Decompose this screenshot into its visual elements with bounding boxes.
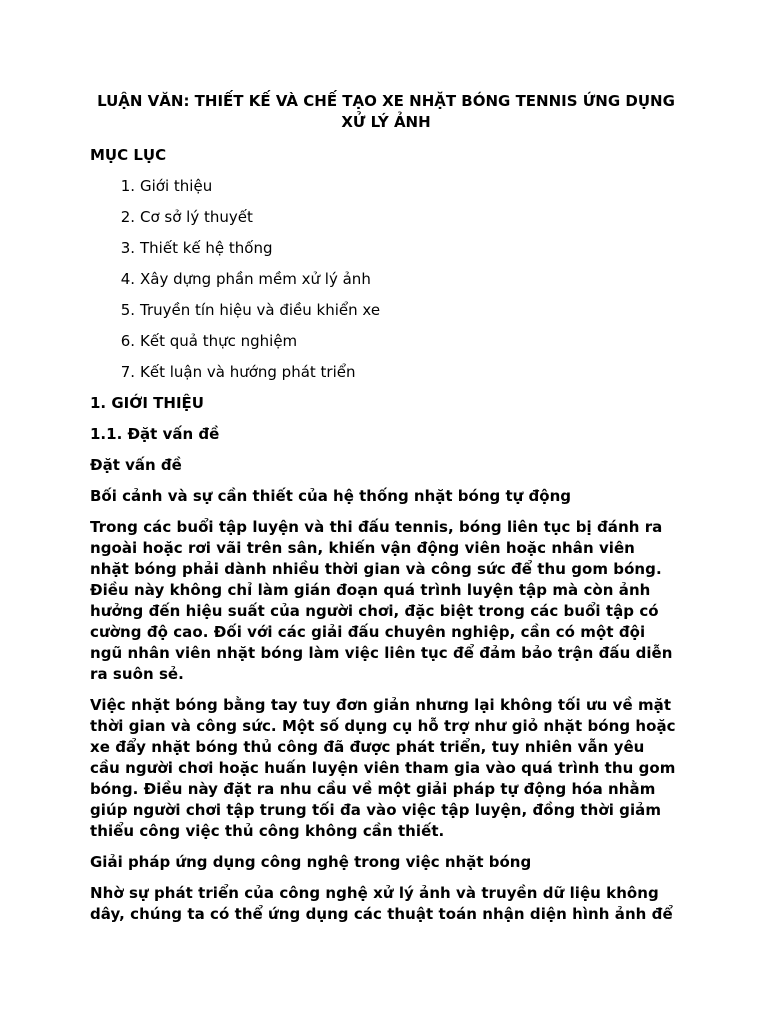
paragraph-line: ngũ nhân viên nhặt bóng làm việc liên tục để đảm bảo trận đấu diễn <box>90 644 673 662</box>
toc-item <box>90 300 682 321</box>
paragraph-line: hưởng đến hiệu suất của người chơi, đặc biệt trong các buổi tập có <box>90 602 659 620</box>
paragraph-line: thời gian và công sức. Một số dụng cụ hỗ trợ như giỏ nhặt bóng hoặc <box>90 717 676 735</box>
paragraph <box>90 695 682 842</box>
paragraph-line: Nhờ sự phát triển của công nghệ xử lý ảnh và truyền dữ liệu không <box>90 884 659 902</box>
paragraph-line: xe đẩy nhặt bóng thủ công đã được phát triển, tuy nhiên vẫn yêu <box>90 738 645 756</box>
toc-item-number: 2. <box>120 208 135 226</box>
toc-item-label: Truyền tín hiệu và điều khiển xe <box>140 301 381 319</box>
paragraph-line: ngoài hoặc rơi vãi trên sân, khiến vận động viên hoặc nhân viên <box>90 539 635 557</box>
toc-heading: MỤC LỤC <box>90 146 167 164</box>
toc-item-label: Cơ sở lý thuyết <box>140 208 253 226</box>
paragraph-line: Trong các buổi tập luyện và thi đấu tennis, bóng liên tục bị đánh ra <box>90 518 663 536</box>
toc-item-number: 7. <box>120 363 135 381</box>
toc-item-label: Thiết kế hệ thống <box>140 239 273 257</box>
toc-item <box>90 207 682 228</box>
document-body <box>90 91 682 935</box>
paragraph-line: nhặt bóng phải dành nhiều thời gian và công sức để thu gom bóng. <box>90 560 662 578</box>
paragraph-line: cầu người chơi hoặc huấn luyện viên tham gia vào quá trình thu gom <box>90 759 676 777</box>
title-line: XỬ LÝ ẢNH <box>341 113 431 131</box>
toc-item-label: Giới thiệu <box>140 177 213 195</box>
paragraph-line: giúp người chơi tập trung tối đa vào việc tập luyện, đồng thời giảm <box>90 801 662 819</box>
toc-item-label: Kết quả thực nghiệm <box>140 332 298 350</box>
subheading: Đặt vấn đề <box>90 456 182 474</box>
toc-item <box>90 176 682 197</box>
title-line: LUẬN VĂN: THIẾT KẾ VÀ CHẾ TẠO XE NHẶT BÓNG TENNIS ỨNG DỤNG <box>97 92 675 110</box>
paragraph <box>90 517 682 685</box>
toc-item-number: 5. <box>120 301 135 319</box>
toc-item <box>90 269 682 290</box>
table-of-contents <box>90 176 682 383</box>
section-heading: 1. GIỚI THIỆU <box>90 394 204 412</box>
paragraph-line: bóng. Điều này đặt ra nhu cầu về một giải pháp tự động hóa nhằm <box>90 780 656 798</box>
toc-item <box>90 331 682 352</box>
toc-item-number: 1. <box>120 177 135 195</box>
paragraph-line: Điều này không chỉ làm gián đoạn quá trình luyện tập mà còn ảnh <box>90 581 651 599</box>
paragraph-line: dây, chúng ta có thể ứng dụng các thuật toán nhận diện hình ảnh để <box>90 905 673 923</box>
subheading: Bối cảnh và sự cần thiết của hệ thống nhặt bóng tự động <box>90 487 571 505</box>
paragraph-line: thiểu công việc thủ công không cần thiết. <box>90 822 445 840</box>
toc-item-number: 3. <box>120 239 135 257</box>
toc-item-number: 4. <box>120 270 135 288</box>
toc-item <box>90 238 682 259</box>
paragraph-line: Việc nhặt bóng bằng tay tuy đơn giản nhưng lại không tối ưu về mặt <box>90 696 672 714</box>
subheading: Giải pháp ứng dụng công nghệ trong việc nhặt bóng <box>90 853 532 871</box>
toc-item-label: Kết luận và hướng phát triển <box>140 363 356 381</box>
toc-item <box>90 362 682 383</box>
document-title <box>90 91 682 133</box>
toc-item-number: 6. <box>120 332 135 350</box>
subsection-heading: 1.1. Đặt vấn đề <box>90 425 220 443</box>
toc-item-label: Xây dựng phần mềm xử lý ảnh <box>140 270 371 288</box>
paragraph-line: cường độ cao. Đối với các giải đấu chuyên nghiệp, cần có một đội <box>90 623 646 641</box>
paragraph <box>90 883 682 925</box>
paragraph-line: ra suôn sẻ. <box>90 665 184 683</box>
